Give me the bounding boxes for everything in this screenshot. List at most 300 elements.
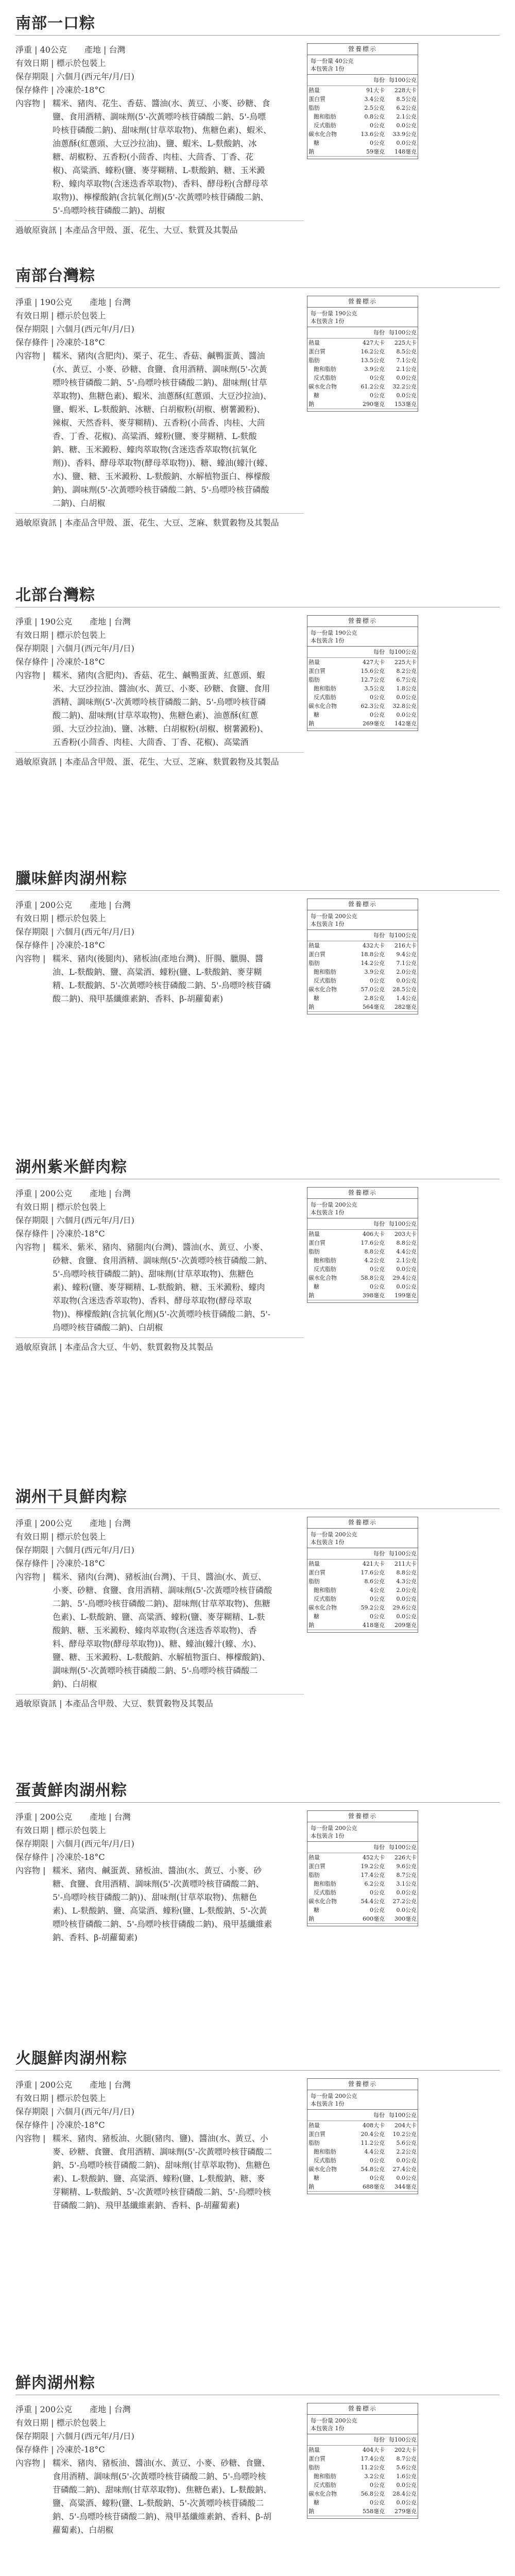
servings-row bbox=[311, 317, 415, 325]
nutrient-name: 熱量 bbox=[308, 2122, 320, 2129]
storage-row: 保存期限 | 六個月(西元年/月/日) bbox=[15, 642, 273, 655]
nutrition-row bbox=[307, 675, 418, 684]
ingredients-label-text: 內容物 bbox=[15, 2458, 41, 2468]
nutrition-row bbox=[307, 1560, 418, 1568]
nutrition-row bbox=[307, 1862, 418, 1871]
expiry-label: 有效日期 bbox=[15, 913, 49, 923]
nutrition-footer bbox=[307, 156, 418, 159]
allergen-value: 本產品含大豆、牛奶、麩質穀物及其製品 bbox=[64, 1342, 213, 1352]
nutrient-per-100g: 8.7公克 bbox=[396, 2455, 417, 2462]
nutrient-per-100g: 202大卡 bbox=[394, 2447, 417, 2453]
nutrition-table bbox=[307, 43, 418, 159]
nutrient-per-serving: 3.9公克 bbox=[364, 366, 385, 372]
nutrient-name: 脂肪 bbox=[308, 2464, 320, 2471]
blank-cell bbox=[308, 1550, 351, 1557]
nutrient-per-100g: 8.8公克 bbox=[396, 1569, 417, 1576]
nutrition-row bbox=[307, 365, 418, 374]
col-per-100g: 每100公克 bbox=[389, 2112, 417, 2119]
nutrition-row bbox=[307, 1888, 418, 1897]
nutrition-title: 營養標示 bbox=[307, 899, 418, 910]
condition-row: 保存條件 | 冷凍於-18°C bbox=[15, 1557, 273, 1570]
nutrient-per-serving: 432大卡 bbox=[363, 942, 385, 949]
nutrient-name: 鈉 bbox=[308, 1292, 314, 1299]
nutrient-per-100g: 0.0公克 bbox=[396, 1596, 417, 1602]
expiry-value: 標示於包裝上 bbox=[56, 2418, 106, 2428]
nutrient-per-100g: 2.0公克 bbox=[396, 969, 417, 975]
nutrition-row bbox=[307, 1871, 418, 1879]
serving-size-label: 每一份量 bbox=[311, 2417, 333, 2424]
nutrient-per-100g: 2.1公克 bbox=[396, 1257, 417, 1264]
nutrient-name: 碳水化合物 bbox=[308, 1275, 337, 1281]
ingredients-value: 糯米、豬肉(台灣)、豬板油(台灣)、干貝、醬油(水、黃豆、小麥、砂糖、食鹽、食用酒精、調味劑(5'-次黃嘌呤核苷磷酸二鈉、5'-烏嘌呤核苷磷酸二鈉)、甜味劑(甘草萃取物)、焦糖色素)、L-麩酸鈉、鹽、高粱酒、蠔粉(鹽、麥芽糊精、L-麩酸鈉、糖、玉米澱粉、蠔肉萃取物(含迷迭香萃取物)、香料、酵母萃取物(酵母萃取物))、糖、蠔油(蠔汁(蠔、水)、鹽、糖、玉米澱粉、L-麩酸鈉、水解植物蛋白、檸檬酸鈉)、調味劑(5'-次黃嘌呤核苷磷酸二鈉、5'-烏嘌呤核苷磷酸二鈉)、白胡椒 bbox=[53, 1572, 272, 1689]
nutrition-table bbox=[307, 2403, 418, 2519]
storage-label: 保存期限 bbox=[15, 1839, 49, 1849]
nutrient-per-serving: 11.2公克 bbox=[360, 2140, 385, 2146]
col-per-100g: 每100公克 bbox=[389, 1844, 417, 1851]
expiry-row: 有效日期 | 標示於包裝上 bbox=[15, 57, 273, 70]
servings-row bbox=[311, 65, 415, 73]
nutrient-per-100g: 0.0公克 bbox=[396, 2482, 417, 2488]
nutrient-per-serving: 406大卡 bbox=[363, 1231, 385, 1238]
nutrient-per-100g: 7.1公克 bbox=[396, 960, 417, 967]
ingredients-value: 糯米、豬肉(含肥肉)、香菇、花生、鹹鴨蛋黃、紅蔥頭、蝦米、大豆沙拉油、醬油(水、黃豆、小麥、砂糖、食鹽、食用酒精、調味劑(5'-次黃嘌呤核苷磷酸二鈉、5'-烏嘌呤核苷磷酸二鈉)、甜味劑(甘草萃取物)、焦糖色素)、油蔥酥(紅蔥頭、大豆沙拉油)、鹽、冰糖、白胡椒粉(胡椒、樹薯澱粉)、五香粉(小茴香、肉桂、大茴香、丁香、花椒)、高粱酒 bbox=[53, 670, 270, 747]
ingredients-label-text: 內容物 bbox=[15, 670, 41, 680]
title-divider bbox=[15, 2070, 500, 2071]
product-info bbox=[15, 1187, 273, 1334]
serving-size-value: 190公克 bbox=[335, 310, 357, 317]
nutrient-per-serving: 54.8公克 bbox=[360, 2166, 385, 2173]
nutrient-name: 熱量 bbox=[308, 87, 320, 94]
product-title: 鮮肉湖州粽 bbox=[15, 2374, 95, 2392]
ingredients-label-text: 內容物 bbox=[15, 1572, 41, 1582]
nutrient-per-serving: 17.6公克 bbox=[360, 1569, 385, 1576]
servings-value: 1份 bbox=[335, 1833, 345, 1839]
nutrition-row bbox=[307, 1239, 418, 1247]
nutrient-per-100g: 6.2公克 bbox=[396, 105, 417, 111]
nutrient-name: 碳水化合物 bbox=[308, 703, 337, 709]
product-info bbox=[15, 2078, 273, 2212]
ingredients-value: 糯米、豬肉(後腿肉)、豬板油(產地台灣)、肝腸、臘腸、醬油、L-麩酸鈉、鹽、高粱酒、蠔粉(鹽、L-麩酸鈉、麥芽糊精、L-麩酸鈉、5'-次黃嘌呤核苷磷酸二鈉、5'-烏嘌呤核苷磷酸二鈉)、飛甲基纖維素鈉、香料、β-胡蘿蔔素) bbox=[53, 954, 271, 1004]
nutrient-per-100g: 4.3公克 bbox=[396, 1578, 417, 1585]
nutrient-name: 熱量 bbox=[308, 2447, 320, 2453]
nutrient-per-serving: 0公克 bbox=[370, 1283, 385, 1290]
origin-label: 產地 bbox=[90, 1518, 107, 1528]
nutrient-per-100g: 29.4公克 bbox=[392, 1275, 417, 1281]
nutrient-per-serving: 18.8公克 bbox=[360, 951, 385, 958]
serving-size-row bbox=[311, 912, 415, 920]
nutrition-row bbox=[307, 2147, 418, 2156]
nutrient-per-100g: 5.6公克 bbox=[396, 2464, 417, 2471]
nutrition-row bbox=[307, 710, 418, 719]
nutrient-per-serving: 2.5公克 bbox=[364, 105, 385, 111]
storage-label: 保存期限 bbox=[15, 2107, 49, 2116]
nutrient-name: 鈉 bbox=[308, 720, 314, 727]
nutrition-column-header bbox=[307, 647, 418, 658]
nutrient-name: 反式脂肪 bbox=[314, 1889, 336, 1896]
ingredients-label: 內容物 | bbox=[15, 1866, 46, 1875]
nutrient-name: 飽和脂肪 bbox=[314, 1587, 336, 1594]
origin-label: 產地 bbox=[90, 297, 107, 307]
nutrition-row bbox=[307, 941, 418, 950]
nutrient-name: 飽和脂肪 bbox=[314, 1880, 336, 1887]
weight-value: 200公克 bbox=[40, 1189, 73, 1198]
col-per-serving: 每份 bbox=[373, 649, 385, 655]
nutrient-per-serving: 12.7公克 bbox=[360, 676, 385, 683]
serving-size-value: 200公克 bbox=[335, 2417, 357, 2424]
ingredients-value: 糯米、豬肉、花生、香菇、醬油(水、黃豆、小麥、砂糖、食鹽、食用酒精、調味劑(5'-次黃嘌呤核苷磷酸二鈉、5'-烏嘌呤核苷磷酸二鈉)、甜味劑(甘草萃取物)、焦糖色素)、蝦米、油蔥酥(紅蔥頭、大豆沙拉油)、鹽、蝦米、L-麩酸鈉、冰糖、胡椒粉、五香粉(小茴香、肉桂、大茴香、丁香、花椒)、高粱酒、蠔粉(鹽、麥芽糊精、L-麩酸鈉、糖、玉米澱粉、蠔肉萃取物(含迷迭香萃取物)、香料、酵母粉(含酵母萃取物))、檸檬酸鈉(含抗氧化劑)(5'-次黃嘌呤核苷磷酸二鈉、5'-烏嘌呤核苷磷酸二鈉)、胡椒 bbox=[53, 98, 271, 215]
nutrient-name: 反式脂肪 bbox=[314, 1596, 336, 1602]
nutrient-name: 蛋白質 bbox=[308, 96, 325, 103]
servings-label: 本包裝含 bbox=[311, 1833, 333, 1839]
nutrient-per-100g: 8.5公克 bbox=[396, 348, 417, 355]
nutrition-footer bbox=[307, 409, 418, 411]
nutrient-per-100g: 2.2公克 bbox=[396, 2148, 417, 2155]
nutrient-name: 糖 bbox=[314, 2175, 319, 2181]
nutrient-per-100g: 3.1公克 bbox=[396, 1880, 417, 1887]
nutrient-name: 碳水化合物 bbox=[308, 131, 337, 138]
condition-label: 保存條件 bbox=[15, 940, 49, 950]
nutrition-title: 營養標示 bbox=[307, 1188, 418, 1199]
nutrient-per-serving: 427大卡 bbox=[363, 659, 385, 666]
nutrition-row bbox=[307, 1256, 418, 1265]
condition-value: 冷凍於-18°C bbox=[56, 657, 105, 667]
nutrition-table bbox=[307, 296, 418, 412]
origin-value: 台灣 bbox=[114, 900, 131, 910]
nutrient-per-100g: 203大卡 bbox=[394, 1231, 417, 1238]
nutrient-per-serving: 4.4公克 bbox=[364, 2148, 385, 2155]
nutrition-title: 營養標示 bbox=[307, 1811, 418, 1822]
nutrition-row bbox=[307, 1274, 418, 1282]
serving-size-label: 每一份量 bbox=[311, 58, 333, 64]
origin-value: 台灣 bbox=[114, 2080, 131, 2090]
nutrient-per-serving: 418毫克 bbox=[363, 1622, 385, 1629]
weight-value: 40公克 bbox=[40, 45, 67, 55]
nutrient-per-100g: 0.0公克 bbox=[396, 1613, 417, 1620]
expiry-value: 標示於包裝上 bbox=[56, 311, 106, 320]
nutrient-per-100g: 0.0公克 bbox=[396, 1889, 417, 1896]
allergen-note: 過敏原資訊 | 本產品含甲殼、蛋、花生、大豆、麩質及其製品 bbox=[15, 225, 238, 235]
nutrient-per-serving: 58.8公克 bbox=[360, 1275, 385, 1281]
nutrient-name: 飽和脂肪 bbox=[314, 366, 336, 372]
nutrition-row bbox=[307, 959, 418, 968]
nutrient-per-serving: 13.5公克 bbox=[360, 357, 385, 364]
allergen-label: 過敏原資訊 bbox=[15, 1342, 57, 1352]
ingredients-label: 內容物 | bbox=[15, 1572, 46, 1582]
nutrient-per-100g: 0.0公克 bbox=[396, 392, 417, 399]
ingredients-row bbox=[15, 669, 273, 749]
nutrition-footer bbox=[307, 728, 418, 731]
nutrition-row bbox=[307, 684, 418, 693]
expiry-value: 標示於包裝上 bbox=[56, 630, 106, 640]
nutrition-row bbox=[307, 667, 418, 675]
nutrient-per-serving: 56.8公克 bbox=[360, 2490, 385, 2497]
allergen-note: 過敏原資訊 | 本產品含甲殼、蛋、花生、大豆、芝麻、麩質穀物及其製品 bbox=[15, 518, 279, 528]
nutrient-per-100g: 0.0公克 bbox=[396, 1907, 417, 1913]
condition-value: 冷凍於-18°C bbox=[56, 2120, 105, 2130]
nutrition-row bbox=[307, 2481, 418, 2489]
nutrient-per-serving: 4公克 bbox=[370, 1587, 385, 1594]
ingredients-label: 內容物 | bbox=[15, 954, 46, 963]
nutrient-name: 鈉 bbox=[308, 148, 314, 155]
nutrient-per-100g: 8.7公克 bbox=[396, 1872, 417, 1878]
nutrient-name: 糖 bbox=[314, 1613, 319, 1620]
blank-cell bbox=[308, 1843, 351, 1851]
condition-value: 冷凍於-18°C bbox=[56, 1558, 105, 1568]
ingredients-label-text: 內容物 bbox=[15, 351, 41, 361]
serving-size-row bbox=[311, 1201, 415, 1209]
nutrition-row bbox=[307, 2507, 418, 2516]
nutrient-name: 反式脂肪 bbox=[314, 2482, 336, 2488]
nutrition-serving bbox=[307, 627, 418, 647]
nutrient-name: 熱量 bbox=[308, 1561, 320, 1567]
nutrient-per-serving: 0公克 bbox=[370, 2482, 385, 2488]
nutrition-table bbox=[307, 2078, 418, 2194]
col-per-100g: 每100公克 bbox=[389, 2436, 417, 2443]
serving-size-label: 每一份量 bbox=[311, 310, 333, 317]
storage-value: 六個月(西元年/月/日) bbox=[56, 72, 134, 81]
serving-size-row bbox=[311, 57, 415, 65]
product-title: 蛋黃鮮肉湖州粽 bbox=[15, 1782, 127, 1800]
nutrient-per-100g: 199毫克 bbox=[394, 1292, 417, 1299]
product-title: 臘味鮮肉湖州粽 bbox=[15, 870, 127, 888]
ingredients-label: 內容物 | bbox=[15, 2458, 46, 2468]
condition-row: 保存條件 | 冷凍於-18°C bbox=[15, 2443, 273, 2456]
serving-size-label: 每一份量 bbox=[311, 630, 333, 636]
nutrient-per-100g: 8.2公克 bbox=[396, 668, 417, 674]
storage-row: 保存期限 | 六個月(西元年/月/日) bbox=[15, 1544, 273, 1557]
blank-cell bbox=[308, 648, 351, 656]
storage-label: 保存期限 bbox=[15, 927, 49, 937]
nutrient-name: 鈉 bbox=[308, 401, 314, 408]
nutrient-per-serving: 0公克 bbox=[370, 2499, 385, 2506]
storage-row: 保存期限 | 六個月(西元年/月/日) bbox=[15, 2105, 273, 2119]
nutrient-per-serving: 59.2公克 bbox=[360, 1604, 385, 1611]
nutrient-per-serving: 6.2公克 bbox=[364, 1880, 385, 1887]
ingredients-row bbox=[15, 2132, 273, 2212]
ingredients-label: 內容物 | bbox=[15, 351, 46, 361]
nutrient-name: 鈉 bbox=[308, 2508, 314, 2515]
servings-label: 本包裝含 bbox=[311, 2100, 333, 2107]
allergen-value: 本產品含甲殼、大豆、麩質穀物及其製品 bbox=[64, 1699, 213, 1708]
nutrition-row bbox=[307, 2446, 418, 2454]
nutrition-title: 營養標示 bbox=[307, 44, 418, 55]
nutrient-per-100g: 2.0公克 bbox=[396, 1587, 417, 1594]
nutrient-name: 反式脂肪 bbox=[314, 2157, 336, 2164]
nutrition-row bbox=[307, 1897, 418, 1906]
nutrient-per-serving: 0公克 bbox=[370, 711, 385, 718]
weight-value: 200公克 bbox=[40, 2080, 73, 2090]
nutrition-row bbox=[307, 2463, 418, 2472]
col-per-100g: 每100公克 bbox=[389, 77, 417, 83]
nutrition-title: 營養標示 bbox=[307, 296, 418, 308]
nutrient-per-100g: 1.4公克 bbox=[396, 995, 417, 1002]
nutrient-name: 鈉 bbox=[308, 1916, 314, 1922]
ingredients-row bbox=[15, 952, 273, 1006]
weight-origin-row: 淨重 | 190公克 產地 | 台灣 bbox=[15, 615, 273, 629]
nutrition-row bbox=[307, 1577, 418, 1586]
nutrition-row bbox=[307, 400, 418, 409]
weight-origin-row: 淨重 | 200公克 產地 | 台灣 bbox=[15, 1517, 273, 1530]
serving-size-value: 200公克 bbox=[335, 1201, 357, 1208]
nutrient-per-100g: 0.0公克 bbox=[396, 2499, 417, 2506]
nutrient-per-serving: 0公克 bbox=[370, 1596, 385, 1602]
storage-value: 六個月(西元年/月/日) bbox=[56, 927, 134, 937]
origin-label: 產地 bbox=[90, 2080, 107, 2090]
servings-value: 1份 bbox=[335, 921, 345, 927]
serving-size-label: 每一份量 bbox=[311, 1825, 333, 1832]
nutrition-title: 營養標示 bbox=[307, 1517, 418, 1529]
col-per-serving: 每份 bbox=[373, 2436, 385, 2443]
servings-row bbox=[311, 637, 415, 645]
nutrient-per-100g: 282毫克 bbox=[394, 1004, 417, 1010]
nutrient-name: 飽和脂肪 bbox=[314, 685, 336, 692]
nutrient-per-serving: 0公克 bbox=[370, 392, 385, 399]
nutrient-per-serving: 0公克 bbox=[370, 694, 385, 701]
nutrient-per-serving: 421大卡 bbox=[363, 1561, 385, 1567]
weight-value: 200公克 bbox=[40, 2404, 73, 2414]
weight-value: 200公克 bbox=[40, 900, 73, 910]
ingredients-label: 內容物 | bbox=[15, 670, 46, 680]
nutrition-serving bbox=[307, 2090, 418, 2110]
nutrient-name: 碳水化合物 bbox=[308, 986, 337, 993]
condition-row: 保存條件 | 冷凍於-18°C bbox=[15, 655, 273, 669]
origin-value: 台灣 bbox=[114, 1518, 131, 1528]
nutrient-per-100g: 0.0公克 bbox=[396, 2175, 417, 2181]
nutrient-per-100g: 4.4公克 bbox=[396, 1248, 417, 1255]
nutrition-row bbox=[307, 1914, 418, 1923]
servings-row bbox=[311, 1209, 415, 1216]
title-divider bbox=[15, 35, 500, 36]
nutrient-name: 飽和脂肪 bbox=[314, 969, 336, 975]
allergen-note: 過敏原資訊 | 本產品含甲殼、大豆、麩質穀物及其製品 bbox=[15, 1699, 213, 1708]
weight-label: 淨重 bbox=[15, 617, 32, 626]
condition-row: 保存條件 | 冷凍於-18°C bbox=[15, 336, 273, 349]
nutrition-row bbox=[307, 121, 418, 130]
ingredients-label-text: 內容物 bbox=[15, 2133, 41, 2143]
nutrition-table bbox=[307, 899, 418, 1014]
condition-value: 冷凍於-18°C bbox=[56, 940, 105, 950]
nutrient-name: 糖 bbox=[314, 140, 319, 146]
product-info bbox=[15, 615, 273, 749]
nutrient-per-serving: 3.5公克 bbox=[364, 685, 385, 692]
allergen-note: 過敏原資訊 | 本產品含甲殼、蛋、花生、大豆、芝麻、麩質穀物及其製品 bbox=[15, 757, 279, 767]
nutrient-per-serving: 57.0公克 bbox=[360, 986, 385, 993]
storage-row: 保存期限 | 六個月(西元年/月/日) bbox=[15, 70, 273, 83]
nutrition-row bbox=[307, 1621, 418, 1630]
condition-row: 保存條件 | 冷凍於-18°C bbox=[15, 939, 273, 952]
storage-label: 保存期限 bbox=[15, 2431, 49, 2441]
ingredients-label-text: 內容物 bbox=[15, 98, 41, 108]
nutrition-row bbox=[307, 2472, 418, 2481]
storage-row: 保存期限 | 六個月(西元年/月/日) bbox=[15, 925, 273, 939]
nutrient-per-serving: 0公克 bbox=[370, 122, 385, 129]
weight-origin-row: 淨重 | 200公克 產地 | 台灣 bbox=[15, 899, 273, 912]
ingredients-row bbox=[15, 1864, 273, 1944]
nutrition-column-header bbox=[307, 930, 418, 941]
nutrition-row bbox=[307, 693, 418, 702]
nutrient-per-serving: 0公克 bbox=[370, 2175, 385, 2181]
nutrient-per-serving: 3.2公克 bbox=[364, 2473, 385, 2480]
nutrient-name: 糖 bbox=[314, 1907, 319, 1913]
storage-value: 六個月(西元年/月/日) bbox=[56, 2431, 134, 2441]
allergen-label: 過敏原資訊 bbox=[15, 1699, 57, 1708]
nutrition-column-header bbox=[307, 327, 418, 338]
product-info bbox=[15, 1517, 273, 1691]
storage-label: 保存期限 bbox=[15, 1545, 49, 1555]
product-title: 南部台灣粽 bbox=[15, 267, 95, 285]
nutrition-row bbox=[307, 147, 418, 156]
col-per-serving: 每份 bbox=[373, 1844, 385, 1851]
servings-label: 本包裝含 bbox=[311, 318, 333, 325]
nutrient-name: 熱量 bbox=[308, 942, 320, 949]
nutrition-row bbox=[307, 1586, 418, 1595]
expiry-label: 有效日期 bbox=[15, 2418, 49, 2428]
blank-cell bbox=[308, 76, 351, 84]
servings-value: 1份 bbox=[335, 1209, 345, 1216]
weight-origin-row: 淨重 | 190公克 產地 | 台灣 bbox=[15, 296, 273, 309]
serving-size-value: 190公克 bbox=[335, 630, 357, 636]
weight-value: 200公克 bbox=[40, 1518, 73, 1528]
weight-label: 淨重 bbox=[15, 900, 32, 910]
blank-cell bbox=[308, 2436, 351, 2444]
nutrient-name: 脂肪 bbox=[308, 676, 320, 683]
nutrient-per-serving: 61.2公克 bbox=[360, 383, 385, 390]
origin-label: 產地 bbox=[90, 617, 107, 626]
title-divider bbox=[15, 287, 500, 288]
nutrient-name: 熱量 bbox=[308, 1231, 320, 1238]
nutrient-per-100g: 211大卡 bbox=[394, 1561, 417, 1567]
nutrient-name: 鈉 bbox=[308, 1622, 314, 1629]
expiry-value: 標示於包裝上 bbox=[56, 913, 106, 923]
nutrition-row bbox=[307, 347, 418, 356]
col-per-100g: 每100公克 bbox=[389, 932, 417, 939]
nutrition-column-header bbox=[307, 1842, 418, 1853]
nutrition-row bbox=[307, 985, 418, 994]
nutrition-table bbox=[307, 615, 418, 731]
nutrient-name: 反式脂肪 bbox=[314, 375, 336, 381]
nutrition-title: 營養標示 bbox=[307, 2079, 418, 2090]
nutrient-name: 反式脂肪 bbox=[314, 977, 336, 984]
serving-size-row bbox=[311, 310, 415, 317]
nutrient-per-serving: 62.3公克 bbox=[360, 703, 385, 709]
ingredients-label: 內容物 | bbox=[15, 1242, 46, 1252]
nutrition-row bbox=[307, 950, 418, 959]
weight-origin-row: 淨重 | 200公克 產地 | 台灣 bbox=[15, 1187, 273, 1200]
nutrient-per-100g: 32.8公克 bbox=[392, 703, 417, 709]
nutrient-per-100g: 1.6公克 bbox=[396, 2473, 417, 2480]
servings-value: 1份 bbox=[335, 1539, 345, 1546]
expiry-label: 有效日期 bbox=[15, 311, 49, 320]
servings-value: 1份 bbox=[335, 65, 345, 72]
condition-label: 保存條件 bbox=[15, 337, 49, 347]
weight-value: 190公克 bbox=[40, 617, 73, 626]
nutrient-name: 蛋白質 bbox=[308, 2131, 325, 2138]
nutrition-row bbox=[307, 1291, 418, 1300]
origin-value: 台灣 bbox=[114, 2404, 131, 2414]
nutrient-name: 脂肪 bbox=[308, 1578, 320, 1585]
nutrient-per-serving: 15.6公克 bbox=[360, 668, 385, 674]
nutrient-per-serving: 17.4公克 bbox=[360, 2455, 385, 2462]
nutrient-per-serving: 54.4公克 bbox=[360, 1898, 385, 1905]
storage-value: 六個月(西元年/月/日) bbox=[56, 643, 134, 653]
nutrient-per-serving: 3.9公克 bbox=[364, 969, 385, 975]
expiry-row: 有效日期 | 標示於包裝上 bbox=[15, 309, 273, 323]
origin-value: 台灣 bbox=[114, 617, 131, 626]
nutrition-column-header bbox=[307, 1218, 418, 1230]
nutrition-column-header bbox=[307, 1548, 418, 1560]
servings-label: 本包裝含 bbox=[311, 1539, 333, 1546]
nutrient-per-serving: 600毫克 bbox=[363, 1916, 385, 1922]
